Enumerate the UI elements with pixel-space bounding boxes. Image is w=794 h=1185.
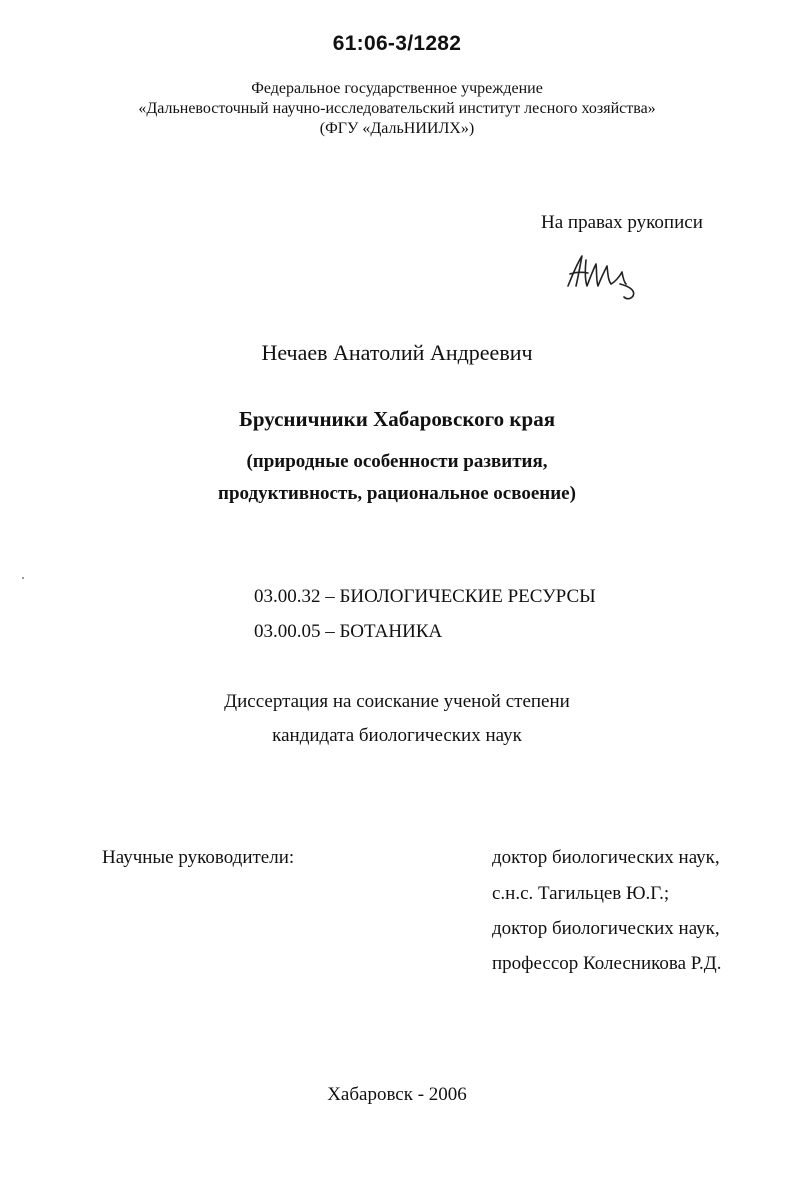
- specialty-line: 03.00.32 – БИОЛОГИЧЕСКИЕ РЕСУРСЫ: [254, 586, 596, 607]
- specialty-line: 03.00.05 – БОТАНИКА: [254, 621, 443, 642]
- institution-line-3: (ФГУ «ДальНИИЛХ»): [319, 120, 475, 137]
- supervisor-line: доктор биологических наук,: [492, 918, 720, 939]
- supervisor-line: с.н.с. Тагильцев Ю.Г.;: [492, 883, 670, 904]
- degree-line-2: кандидата биологических наук: [272, 725, 522, 746]
- archive-code: 61:06-3/1282: [332, 32, 462, 55]
- title-subtitle-line-2: продуктивность, рациональное освоение): [218, 483, 576, 504]
- scan-speck: [22, 577, 24, 579]
- city-year: Хабаровск - 2006: [327, 1084, 467, 1105]
- supervisors-label: Научные руководители:: [102, 847, 295, 868]
- supervisor-line: доктор биологических наук,: [492, 847, 720, 868]
- institution-line-1: Федеральное государственное учреждение: [251, 80, 543, 97]
- manuscript-note: На правах рукописи: [541, 212, 703, 233]
- author-name: Нечаев Анатолий Андреевич: [261, 340, 533, 365]
- signature: [560, 246, 650, 302]
- dissertation-title: Брусничники Хабаровского края: [238, 407, 556, 431]
- title-subtitle-line-1: (природные особенности развития,: [246, 451, 548, 472]
- institution-line-2: «Дальневосточный научно-исследовательский институт лесного хозяйства»: [138, 100, 656, 117]
- supervisor-line: профессор Колесникова Р.Д.: [492, 953, 722, 974]
- degree-line-1: Диссертация на соискание ученой степени: [224, 691, 570, 712]
